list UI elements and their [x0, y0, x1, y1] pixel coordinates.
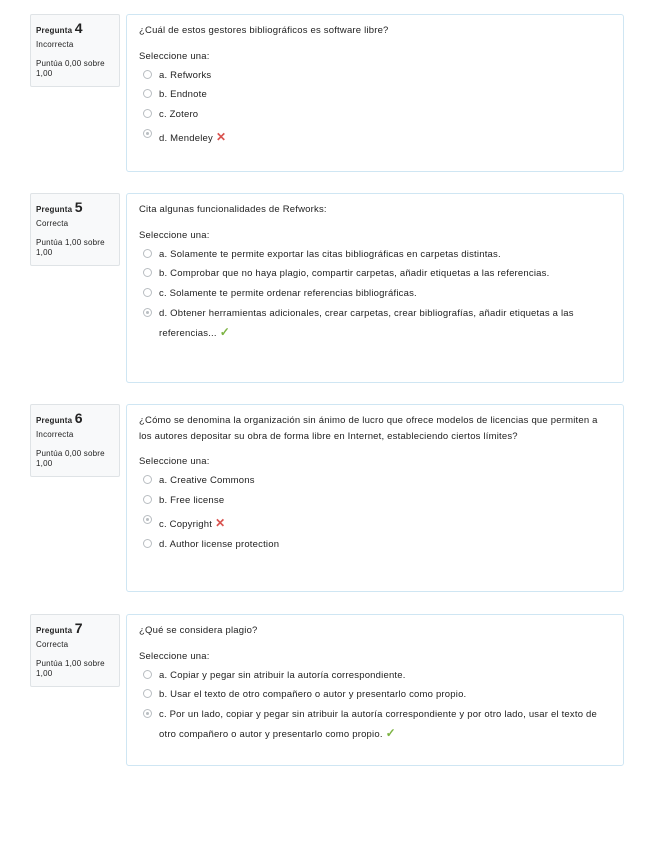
answer-option: [139, 537, 611, 553]
question-text: ¿Qué se considera plagio?: [139, 625, 258, 636]
radio-button[interactable]: [143, 249, 152, 258]
answer-label: c. Solamente te permite ordenar referencias bibliográficas.: [159, 287, 417, 299]
answer-list: [139, 247, 611, 342]
question-state: Correcta: [36, 639, 69, 649]
question-number: 7: [74, 620, 83, 636]
answer-label: a. Copiar y pegar sin atribuir la autoría correspondiente.: [159, 669, 406, 681]
answer-label: b. Free license: [159, 494, 225, 506]
question-label: Pregunta: [36, 416, 73, 425]
correct-icon: ✓: [219, 324, 230, 339]
question-number: 6: [74, 410, 83, 426]
radio-button[interactable]: [143, 475, 152, 484]
question-info: [30, 14, 120, 87]
answer-label: d. Author license protection: [159, 538, 280, 550]
answer-list: [139, 473, 611, 552]
radio-button[interactable]: [143, 495, 152, 504]
answer-option: [139, 286, 611, 302]
answer-label: d. Mendeley: [159, 132, 213, 144]
question-state: Incorrecta: [36, 429, 74, 439]
answer-list: [139, 68, 611, 147]
answer-option: [139, 493, 611, 509]
answer-list: [139, 668, 611, 744]
answer-label: b. Usar el texto de otro compañero o autor y presentarlo como propio.: [159, 689, 467, 701]
answer-option: [139, 513, 611, 533]
answer-option: [139, 687, 611, 703]
radio-button[interactable]: [143, 129, 152, 138]
question-content: [126, 14, 624, 172]
question-text: ¿Cuál de estos gestores bibliográficos es software libre?: [139, 25, 389, 36]
incorrect-icon: ✕: [215, 515, 226, 530]
question-grade: Puntúa 1,00 sobre 1,00: [36, 237, 105, 258]
radio-button[interactable]: [143, 515, 152, 524]
answer-label: c. Zotero: [159, 108, 199, 120]
question-text: ¿Cómo se denomina la organización sin ánimo de lucro que ofrece modelos de licencias que permiten a los autores depositar su obra de forma libre en Internet, estableciendo ciertos límites?: [139, 415, 598, 442]
answer-option: [139, 266, 611, 282]
question-content: [126, 614, 624, 766]
correct-icon: ✓: [385, 726, 396, 741]
answer-option: [139, 306, 611, 343]
answer-option: [139, 127, 611, 147]
radio-button[interactable]: [143, 709, 152, 718]
question-grade: Puntúa 0,00 sobre 1,00: [36, 448, 105, 469]
answer-prompt: Seleccione una:: [139, 50, 210, 62]
radio-button[interactable]: [143, 268, 152, 277]
radio-button[interactable]: [143, 288, 152, 297]
answer-option: [139, 247, 611, 263]
question-state: Correcta: [36, 218, 69, 228]
question-grade: Puntúa 0,00 sobre 1,00: [36, 58, 105, 79]
answer-label: d. Obtener herramientas adicionales, crear carpetas, crear bibliografías, añadir etiquetas a las referencias...: [159, 307, 574, 339]
answer-option: [139, 107, 611, 123]
radio-button[interactable]: [143, 70, 152, 79]
radio-button[interactable]: [143, 689, 152, 698]
radio-button[interactable]: [143, 308, 152, 317]
question-state: Incorrecta: [36, 39, 74, 49]
radio-button[interactable]: [143, 109, 152, 118]
answer-prompt: Seleccione una:: [139, 650, 210, 662]
question-number: 4: [74, 20, 83, 36]
question-info: [30, 193, 120, 266]
answer-option: [139, 68, 611, 84]
radio-button[interactable]: [143, 539, 152, 548]
answer-option: [139, 707, 611, 744]
question-content: [126, 404, 624, 592]
question-grade: Puntúa 1,00 sobre 1,00: [36, 658, 105, 679]
question-info: [30, 404, 120, 477]
answer-label: b. Comprobar que no haya plagio, compartir carpetas, añadir etiquetas a las referencias.: [159, 268, 550, 280]
question-label: Pregunta: [36, 205, 73, 214]
answer-prompt: Seleccione una:: [139, 229, 210, 241]
question-number: 5: [74, 199, 83, 215]
radio-button[interactable]: [143, 670, 152, 679]
answer-prompt: Seleccione una:: [139, 456, 210, 468]
answer-option: [139, 668, 611, 684]
question-content: [126, 193, 624, 383]
answer-label: a. Solamente te permite exportar las citas bibliográficas en carpetas distintas.: [159, 248, 501, 260]
question-text: Cita algunas funcionalidades de Refworks:: [139, 204, 327, 215]
answer-option: [139, 473, 611, 489]
answer-label: a. Refworks: [159, 69, 212, 81]
answer-label: c. Copyright: [159, 518, 213, 530]
answer-label: a. Creative Commons: [159, 475, 255, 487]
question-info: [30, 614, 120, 687]
question-label: Pregunta: [36, 626, 73, 635]
incorrect-icon: ✕: [215, 129, 227, 144]
answer-option: [139, 87, 611, 103]
answer-label: c. Por un lado, copiar y pegar sin atribuir la autoría correspondiente y por otro lado, usar el texto de otro compañero o autor y presentarlo como propio.: [159, 708, 597, 741]
radio-button[interactable]: [143, 89, 152, 98]
question-label: Pregunta: [36, 26, 73, 35]
answer-label: b. Endnote: [159, 89, 207, 101]
